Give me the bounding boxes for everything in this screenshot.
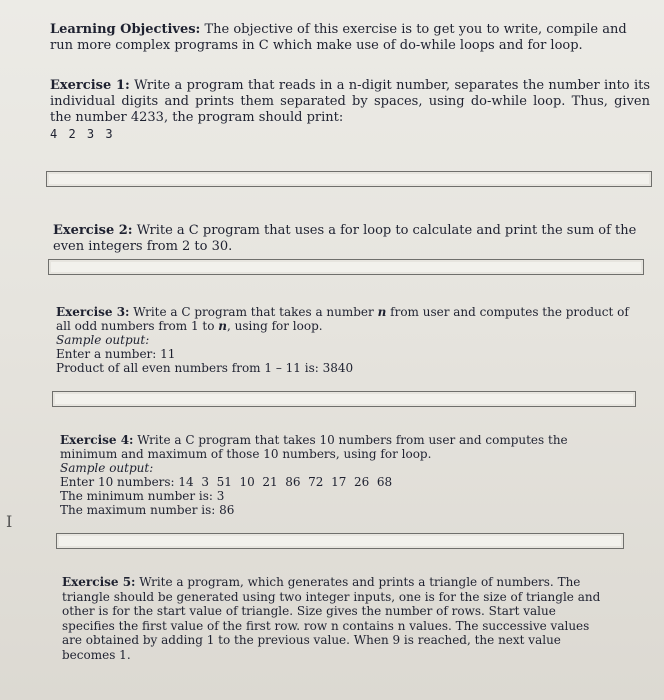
exercise-4 — [60, 433, 620, 517]
exercise-3-sample-line-2: Product of all even numbers from 1 – 11 is: 3840 — [56, 361, 354, 375]
exercise-3 — [56, 305, 636, 375]
exercise-3-var-n2: n — [218, 319, 228, 333]
exercise-3-sample-line-1: Enter a number: 11 — [56, 347, 176, 361]
exercise-2-label: Exercise 2: — [53, 223, 133, 238]
exercise-2-text: Write a C program that uses a for loop to calculate and print the sum of the even integers from 2 to 30. — [53, 223, 637, 254]
exercise-4-text: Write a C program that takes 10 numbers from user and computes the minimum and maximum of those 10 numbers, using for loop. — [60, 433, 568, 461]
exercise-3-label: Exercise 3: — [56, 305, 130, 319]
exercise-1-output: 4 2 3 3 — [50, 127, 115, 141]
text-cursor-icon: I — [6, 512, 13, 531]
learning-objectives-text: The objective of this exercise is to get you to write, compile and run more complex programs in C which make use of do-while loops and for loop. — [50, 22, 627, 53]
exercise-1 — [50, 78, 650, 141]
learning-objectives — [50, 22, 652, 54]
exercise-1-text: Write a program that reads in a n-digit number, separates the number into its individual digits and prints them separated by spaces, using do-while loop. Thus, given the number 4233, the program should print: — [50, 78, 651, 125]
answer-box-3[interactable] — [52, 391, 636, 407]
exercise-5 — [62, 575, 610, 662]
answer-box-4[interactable] — [56, 533, 624, 549]
exercise-5-text: Write a program, which generates and prints a triangle of numbers. The triangle should be generated using two integer inputs, one is for the size of triangle and other is for the start value of triangle. Size gives the number of rows. Start value specifies the first value of the first row. row n contains n values. The successive values are obtained by adding 1 to the previous value. When 9 is reached, the next value becomes 1. — [62, 575, 601, 662]
exercise-4-sample-line-2: The minimum number is: 3 — [60, 489, 225, 503]
exercise-3-sample-label: Sample output: — [56, 333, 150, 347]
exercise-3-text-b: from user and computes the product of all odd numbers from 1 to — [56, 305, 629, 333]
exercise-3-var-n: n — [377, 305, 387, 319]
answer-box-2[interactable] — [48, 259, 644, 275]
exercise-5-label: Exercise 5: — [62, 575, 136, 589]
exercise-4-sample-line-3: The maximum number is: 86 — [60, 503, 235, 517]
answer-box-1[interactable] — [46, 171, 652, 187]
exercise-3-text-c: , using for loop. — [227, 319, 323, 333]
exercise-1-label: Exercise 1: — [50, 78, 130, 93]
exercise-4-sample-label: Sample output: — [60, 461, 154, 475]
exercise-4-label: Exercise 4: — [60, 433, 134, 447]
exercise-4-sample-line-1: Enter 10 numbers: 14 3 51 10 21 86 72 17 26 68 — [60, 475, 393, 489]
learning-objectives-label: Learning Objectives: — [50, 22, 201, 37]
exercise-2 — [53, 223, 643, 255]
exercise-3-text-a: Write a C program that takes a number — [129, 305, 378, 319]
